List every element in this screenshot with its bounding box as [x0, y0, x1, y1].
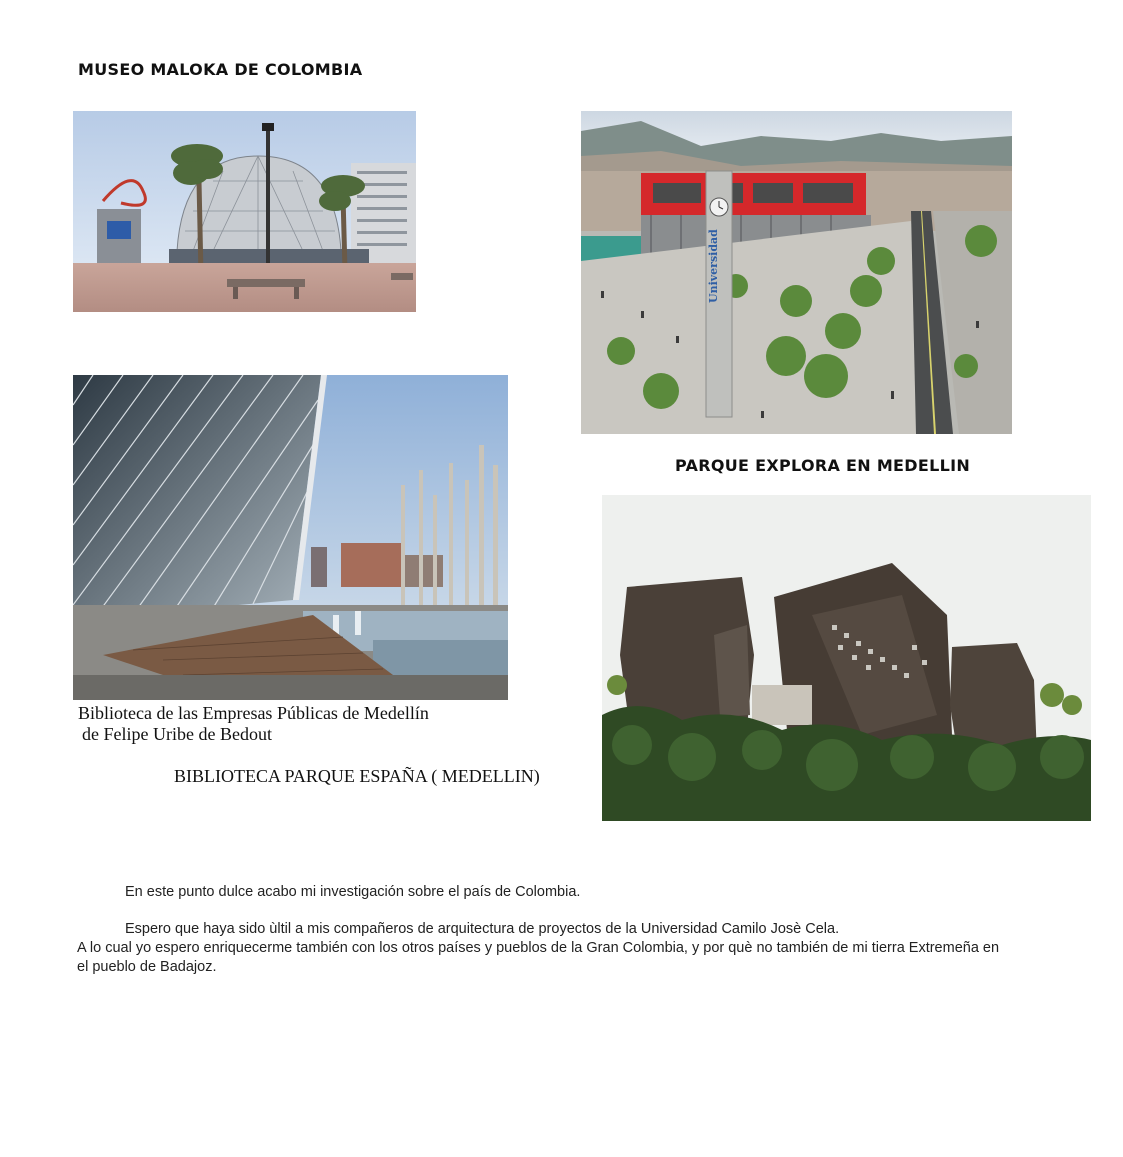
- caption-biblioteca-epm-line2: de Felipe Uribe de Bedout: [82, 724, 272, 744]
- paragraph-3: A lo cual yo espero enriquecerme también con los otros países y pueblos de la Gran Colombia, y por què no también de mi tierra Extremeña en el pueblo de Badajoz.: [77, 940, 1000, 975]
- caption-biblioteca-epm-line1: Biblioteca de las Empresas Públicas de Medellín: [78, 703, 429, 723]
- caption-maloka: MUSEO MALOKA DE COLOMBIA: [78, 60, 363, 79]
- photo-maloka: [73, 111, 416, 312]
- paragraph-2: Espero que haya sido ùltil a mis compañeros de arquitectura de proyectos de la Universidad Camilo Josè Cela.: [125, 921, 840, 937]
- photo-biblioteca-epm: [73, 375, 508, 700]
- caption-explora: PARQUE EXPLORA EN MEDELLIN: [675, 456, 971, 475]
- caption-espana: BIBLIOTECA PARQUE ESPAÑA ( MEDELLIN): [174, 766, 540, 786]
- clock-tower-label: Universidad: [707, 229, 720, 303]
- closing-text: [77, 883, 1007, 977]
- paragraph-1: En este punto dulce acabo mi investigación sobre el país de Colombia.: [125, 884, 581, 900]
- photo-parque-explora: [581, 111, 1012, 434]
- photo-biblioteca-espana: [602, 495, 1091, 821]
